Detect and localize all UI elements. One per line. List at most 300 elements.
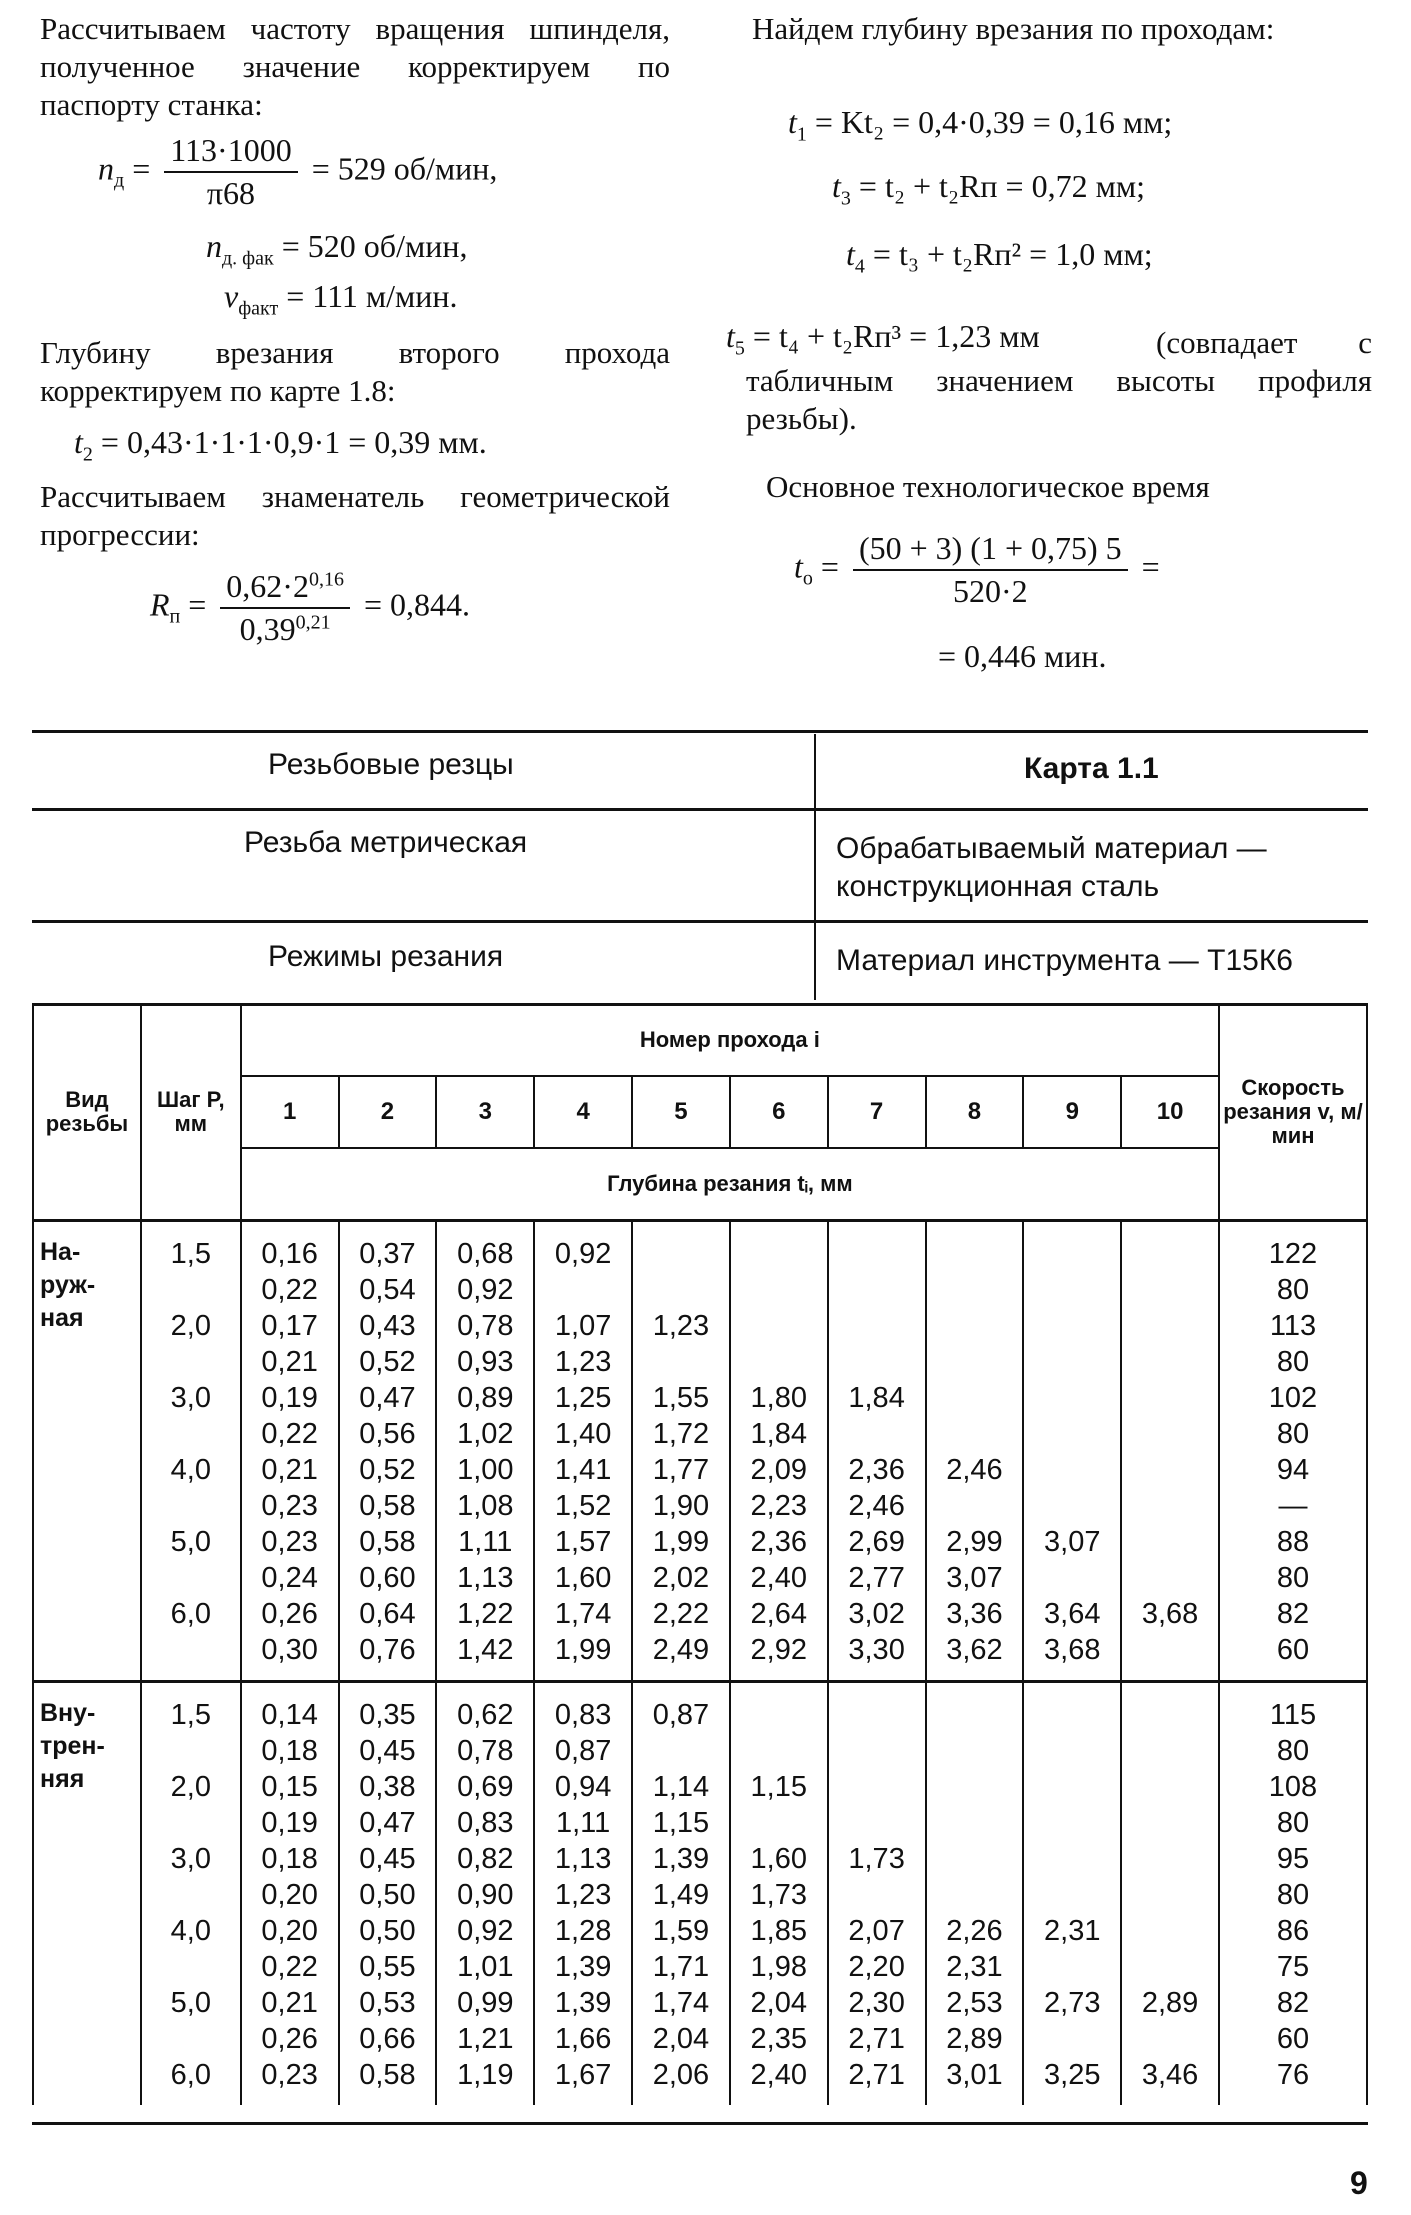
depth-value: 2,71 [848, 2059, 905, 2091]
depth-value: 0,38 [359, 1771, 416, 1803]
depth-value: 0,22 [261, 1274, 318, 1306]
cutting-modes: Режимы резания [268, 940, 504, 973]
depth-value: 1,49 [652, 1879, 710, 1911]
depth-value: 0,20 [261, 1879, 318, 1911]
card-title: Резьбовые резцы [268, 748, 514, 781]
speed-value: 80 [1276, 1879, 1310, 1911]
pitch-value: 1,5 [170, 1238, 211, 1270]
depth-value: 1,40 [554, 1418, 612, 1450]
pitch-value [142, 1488, 240, 1524]
depth-value: 0,99 [457, 1987, 514, 2019]
depth-value: 0,89 [457, 1382, 514, 1414]
th-pass-10: 10 [1121, 1076, 1219, 1148]
formula-n: $n_д$ = $\frac{113\cdot 1000}{\pi 68}$ = 529 об/мин, [98, 132, 498, 211]
depth-value [1122, 1524, 1218, 1560]
formula-to-result: = 0,446 мин. [938, 638, 1107, 674]
depth-value: 0,60 [359, 1562, 416, 1594]
depth-value: 1,99 [652, 1526, 710, 1558]
depth-value: 0,50 [359, 1879, 416, 1911]
depth-value: 1,57 [554, 1526, 612, 1558]
depth-value [1122, 1949, 1218, 1985]
depth-value: 0,87 [652, 1699, 710, 1731]
depth-column-8 [926, 1221, 1024, 1682]
depth-value: 0,50 [359, 1915, 416, 1947]
depth-value: 2,40 [750, 2059, 807, 2091]
depth-value: 3,02 [848, 1598, 905, 1630]
depth-value: 0,19 [261, 1382, 318, 1414]
speed-value: 108 [1268, 1771, 1318, 1803]
pitch-cell [141, 1221, 241, 1682]
depth-value: 0,47 [359, 1807, 416, 1839]
depth-value: 1,84 [848, 1382, 905, 1414]
depth-value: 0,58 [359, 1526, 416, 1558]
depth-value [1024, 1344, 1120, 1380]
pitch-value [142, 1632, 240, 1668]
depth-value: 2,99 [946, 1526, 1003, 1558]
depth-value: 2,53 [946, 1987, 1003, 2019]
depth-value [731, 1733, 827, 1769]
depth-value [927, 1488, 1023, 1524]
depth-value [731, 1805, 827, 1841]
depth-value [927, 1769, 1023, 1805]
depth-column-7 [828, 1221, 926, 1682]
depth-value [1122, 1841, 1218, 1877]
depth-value [927, 1805, 1023, 1841]
depth-value: 0,45 [359, 1735, 416, 1767]
formula-r: $R_п$ = $\frac{0,62\cdot 2^{0,16}}{0,39^{0,21}}$ = 0,844. [150, 568, 470, 647]
depth-value: 3,36 [946, 1598, 1003, 1630]
depth-value: 0,26 [261, 1598, 318, 1630]
pitch-value [142, 1560, 240, 1596]
pitch-value: 2,0 [170, 1310, 211, 1342]
table-row-group [33, 1221, 1367, 1682]
depth-value: 0,93 [457, 1346, 514, 1378]
depth-column-10 [1121, 1682, 1219, 2106]
depth-column-2 [339, 1682, 437, 2106]
tool-material: Материал инструмента — Т15К6 [836, 944, 1293, 977]
depth-value [731, 1697, 827, 1733]
depth-value: 1,60 [554, 1562, 612, 1594]
depth-value: 0,78 [457, 1735, 514, 1767]
depth-value: 1,66 [554, 2023, 612, 2055]
depth-value: 0,83 [457, 1807, 514, 1839]
depth-value: 2,73 [1044, 1987, 1101, 2019]
depth-value: 0,92 [457, 1915, 514, 1947]
depth-value: 1,39 [554, 1987, 612, 2019]
pitch-value [142, 2021, 240, 2057]
depth-value: 1,23 [554, 1879, 612, 1911]
depth-value: 0,90 [457, 1879, 514, 1911]
depth-value: 0,69 [457, 1771, 514, 1803]
depth-value: 2,89 [1141, 1987, 1199, 2019]
depth-value [1024, 1308, 1120, 1344]
depth-value [731, 1344, 827, 1380]
th-pass-2: 2 [339, 1076, 437, 1148]
depth-value [1024, 1769, 1120, 1805]
depth-value: 1,25 [554, 1382, 612, 1414]
depth-value [1122, 1344, 1218, 1380]
depth-value: 0,18 [261, 1843, 318, 1875]
depth-value [829, 1733, 925, 1769]
th-pass-9: 9 [1023, 1076, 1121, 1148]
depth-value: 3,07 [946, 1562, 1003, 1594]
depth-value [927, 1236, 1023, 1272]
depth-value: 0,16 [261, 1238, 318, 1270]
depth-value: 2,40 [750, 1562, 807, 1594]
speed-value: 80 [1276, 1735, 1310, 1767]
depth-value [927, 1733, 1023, 1769]
depth-value: 2,64 [750, 1598, 807, 1630]
depth-value: 1,74 [652, 1987, 710, 2019]
depth-value: 0,23 [261, 1490, 318, 1522]
depth-value: 1,72 [652, 1418, 710, 1450]
right-para-2: Основное технологическое время [766, 469, 1210, 504]
speed-value: 80 [1276, 1807, 1310, 1839]
th-depth-group: Глубина резания tᵢ, мм [241, 1148, 1219, 1221]
depth-value: 0,64 [359, 1598, 416, 1630]
depth-value: 0,56 [359, 1418, 416, 1450]
depth-value: 1,41 [554, 1454, 612, 1486]
speed-value: 76 [1276, 2059, 1310, 2091]
thread-type: Резьба метрическая [244, 826, 528, 859]
formula-to: $t_о$ = $\frac{(50 + 3) (1 + 0,75) 5}{520\cdot 2}$ = [794, 530, 1160, 609]
left-para-2: Глубину врезания второго прохода корректируем по карте 1.8: [40, 335, 670, 408]
speed-value: 88 [1276, 1526, 1310, 1558]
depth-value [1122, 1913, 1218, 1949]
speed-value: 95 [1276, 1843, 1310, 1875]
depth-value: 0,24 [261, 1562, 318, 1594]
depth-value: 2,23 [750, 1490, 807, 1522]
th-pass-group: Номер прохода i [241, 1004, 1219, 1076]
depth-value: 0,47 [359, 1382, 416, 1414]
depth-value: 1,74 [554, 1598, 612, 1630]
depth-value: 0,83 [554, 1699, 612, 1731]
formula-t1: $t_1 = Kt_2 = 0,4\cdot 0,39 = 0,16$ мм; [788, 104, 1173, 146]
pitch-value [142, 1344, 240, 1380]
formula-v: $v_{факт} = 111$ м/мин. [224, 278, 458, 320]
page-number: 9 [1350, 2165, 1368, 2201]
depth-value: 0,82 [457, 1843, 514, 1875]
thread-type-line: руж- [40, 1271, 96, 1299]
depth-value: 1,98 [750, 1951, 807, 1983]
depth-value: 1,19 [457, 2059, 514, 2091]
depth-value [1024, 1452, 1120, 1488]
depth-value [1024, 1805, 1120, 1841]
depth-value: 1,11 [555, 1807, 611, 1839]
th-pitch: Шаг P, мм [141, 1004, 241, 1221]
speed-value: 60 [1276, 1634, 1310, 1666]
depth-value: 1,08 [457, 1490, 514, 1522]
depth-value: 1,22 [457, 1598, 514, 1630]
work-material-line1: Обрабатываемый материал — [836, 832, 1267, 865]
depth-value: 1,02 [457, 1418, 514, 1450]
depth-value: 0,17 [261, 1310, 318, 1342]
pitch-value: 4,0 [170, 1915, 211, 1947]
depth-value [1122, 1488, 1218, 1524]
depth-value: 1,15 [652, 1807, 710, 1839]
depth-value: 0,53 [359, 1987, 416, 2019]
depth-value [1122, 1236, 1218, 1272]
depth-value [1024, 1697, 1120, 1733]
depth-value [1024, 2021, 1120, 2057]
depth-value: 2,02 [652, 1562, 710, 1594]
th-pass-3: 3 [436, 1076, 534, 1148]
formula-t4: $t_4 = t_3 + t_2Rп^2 = 1,0$ мм; [846, 236, 1153, 278]
depth-value: 1,84 [750, 1418, 807, 1450]
depth-column-6 [730, 1221, 828, 1682]
depth-value: 0,94 [554, 1771, 612, 1803]
depth-value: 0,55 [359, 1951, 416, 1983]
pitch-value [142, 1416, 240, 1452]
depth-value [1024, 1560, 1120, 1596]
pitch-value: 2,0 [170, 1771, 211, 1803]
th-pass-5: 5 [632, 1076, 730, 1148]
depth-value: 1,11 [458, 1526, 513, 1558]
speed-value: 80 [1276, 1274, 1310, 1306]
right-para-1: Найдем глубину врезания по проходам: [752, 11, 1275, 46]
depth-value: 0,21 [261, 1454, 318, 1486]
depth-value: 2,46 [946, 1454, 1003, 1486]
depth-value: 2,89 [946, 2023, 1003, 2055]
card-number: Карта 1.1 [1024, 752, 1159, 785]
formula-t2: $t_2 = 0,43\cdot 1\cdot 1\cdot 1\cdot 0,9\cdot 1 = 0,39$ мм. [74, 424, 487, 466]
depth-column-9 [1023, 1221, 1121, 1682]
depth-value: 2,04 [652, 2023, 710, 2055]
depth-value [829, 1877, 925, 1913]
depth-column-9 [1023, 1682, 1121, 2106]
depth-value: 2,31 [1044, 1915, 1101, 1947]
depth-value [1024, 1733, 1120, 1769]
speed-value: 113 [1269, 1310, 1317, 1342]
depth-value: 1,15 [750, 1771, 807, 1803]
depth-value: 1,07 [554, 1310, 612, 1342]
depth-value: 3,68 [1141, 1598, 1199, 1630]
pitch-value: 1,5 [170, 1699, 211, 1731]
depth-value [829, 1697, 925, 1733]
pitch-value: 4,0 [170, 1454, 211, 1486]
speed-value: 86 [1276, 1915, 1310, 1947]
pitch-value [142, 1805, 240, 1841]
pitch-value [142, 1949, 240, 1985]
depth-value: 2,26 [946, 1915, 1003, 1947]
depth-value: 2,77 [848, 1562, 905, 1594]
depth-value: 1,55 [652, 1382, 710, 1414]
speed-value: 122 [1268, 1238, 1318, 1270]
depth-column-1 [241, 1221, 339, 1682]
depth-value: 0,23 [261, 1526, 318, 1558]
thread-type-cell [33, 1682, 141, 2106]
formula-t3: $t_3 = t_2 + t_2Rп = 0,72$ мм; [832, 168, 1145, 210]
speed-value: 80 [1276, 1418, 1310, 1450]
depth-value [1122, 1805, 1218, 1841]
pitch-value [142, 1272, 240, 1308]
depth-value: 2,30 [848, 1987, 905, 2019]
depth-value: 3,01 [946, 2059, 1003, 2091]
depth-value [633, 1344, 729, 1380]
th-pass-1: 1 [241, 1076, 339, 1148]
depth-value: 1,13 [554, 1843, 612, 1875]
depth-value [927, 1380, 1023, 1416]
depth-value [1122, 1632, 1218, 1668]
depth-value: 0,21 [261, 1346, 318, 1378]
cutting-table [32, 1003, 1368, 2105]
depth-value: 2,04 [750, 1987, 807, 2019]
pitch-value: 6,0 [170, 2059, 211, 2091]
depth-value: 3,30 [848, 1634, 905, 1666]
depth-value: 1,73 [848, 1843, 905, 1875]
depth-column-3 [436, 1221, 534, 1682]
depth-value [927, 1308, 1023, 1344]
depth-value [927, 1697, 1023, 1733]
depth-value: 0,21 [261, 1987, 318, 2019]
depth-value: 1,28 [554, 1915, 612, 1947]
depth-column-5 [632, 1221, 730, 1682]
depth-value: 1,14 [652, 1771, 710, 1803]
pitch-value: 6,0 [170, 1598, 211, 1630]
depth-value [927, 1841, 1023, 1877]
depth-value: 0,30 [261, 1634, 318, 1666]
depth-value: 0,37 [359, 1238, 416, 1270]
depth-value [1122, 1769, 1218, 1805]
work-material-line2: конструкционная сталь [836, 870, 1160, 903]
depth-value: 0,45 [359, 1843, 416, 1875]
depth-value [1122, 2021, 1218, 2057]
depth-value: 1,59 [652, 1915, 710, 1947]
depth-value: 1,23 [652, 1310, 710, 1342]
speed-value: 75 [1276, 1951, 1310, 1983]
formula-t5: $t_5 = t_4 + t_2Rп^3 = 1,23$ мм [726, 318, 1040, 360]
depth-value: 2,09 [750, 1454, 807, 1486]
depth-value: 2,92 [750, 1634, 807, 1666]
depth-value: 2,06 [652, 2059, 710, 2091]
depth-value [1024, 1380, 1120, 1416]
header-divider [814, 734, 816, 1000]
depth-value: 0,35 [359, 1699, 416, 1731]
depth-value [1122, 1877, 1218, 1913]
depth-value: 1,13 [457, 1562, 514, 1594]
depth-value [829, 1272, 925, 1308]
depth-value: 3,46 [1141, 2059, 1199, 2091]
table-row-group [33, 1682, 1367, 2106]
depth-value: 0,43 [359, 1310, 416, 1342]
thread-type-cell [33, 1221, 141, 1682]
speed-value: 102 [1268, 1382, 1318, 1414]
depth-column-4 [534, 1221, 632, 1682]
depth-value [1024, 1236, 1120, 1272]
depth-value [829, 1308, 925, 1344]
depth-value [731, 1272, 827, 1308]
depth-value [1122, 1272, 1218, 1308]
depth-value [829, 1769, 925, 1805]
th-pass-8: 8 [926, 1076, 1024, 1148]
depth-column-2 [339, 1221, 437, 1682]
depth-value: 1,99 [554, 1634, 612, 1666]
depth-value [1122, 1452, 1218, 1488]
th-speed: Скорость резания v, м/мин [1219, 1004, 1367, 1221]
depth-value: 2,69 [848, 1526, 905, 1558]
depth-value: 0,92 [457, 1274, 514, 1306]
depth-value [829, 1805, 925, 1841]
depth-value: 0,14 [261, 1699, 318, 1731]
depth-value: 3,64 [1044, 1598, 1101, 1630]
depth-value [829, 1344, 925, 1380]
depth-value: 1,77 [652, 1454, 710, 1486]
depth-value: 2,71 [848, 2023, 905, 2055]
depth-value [829, 1416, 925, 1452]
pitch-value: 3,0 [170, 1382, 211, 1414]
depth-value [927, 1272, 1023, 1308]
th-pass-4: 4 [534, 1076, 632, 1148]
speed-value: 82 [1276, 1598, 1310, 1630]
depth-value: 1,39 [554, 1951, 612, 1983]
depth-value: 0,87 [554, 1735, 612, 1767]
depth-value: 1,71 [652, 1951, 710, 1983]
depth-value: 0,92 [554, 1238, 612, 1270]
depth-value [535, 1272, 631, 1308]
depth-column-1 [241, 1682, 339, 2106]
depth-value [1122, 1560, 1218, 1596]
depth-value [633, 1733, 729, 1769]
speed-value: 94 [1276, 1454, 1310, 1486]
depth-column-3 [436, 1682, 534, 2106]
depth-column-10 [1121, 1221, 1219, 1682]
header-rule-1 [32, 730, 1368, 733]
pitch-value: 5,0 [170, 1987, 211, 2019]
pitch-value [142, 1733, 240, 1769]
depth-value: 1,73 [750, 1879, 807, 1911]
left-para-3: Рассчитываем знаменатель геометрической прогрессии: [40, 479, 670, 552]
depth-value: 0,68 [457, 1238, 514, 1270]
depth-value [927, 1344, 1023, 1380]
depth-value: 0,22 [261, 1418, 318, 1450]
depth-value: 0,15 [261, 1771, 318, 1803]
depth-value: 2,07 [848, 1915, 905, 1947]
depth-column-7 [828, 1682, 926, 2106]
depth-value [1024, 1272, 1120, 1308]
depth-value: 3,62 [946, 1634, 1003, 1666]
thread-type-line: няя [40, 1765, 85, 1793]
left-para-1: Рассчитываем частоту вращения шпинделя, полученное значение корректируем по паспорту станка: [40, 11, 670, 122]
depth-value: 0,52 [359, 1346, 416, 1378]
depth-value: 2,49 [652, 1634, 710, 1666]
formula-n-fak: $n_{д. фак} = 520$ об/мин, [206, 228, 468, 270]
depth-value [633, 1236, 729, 1272]
table-bottom-rule [32, 2122, 1368, 2125]
thread-type-line: На- [40, 1238, 81, 1266]
depth-value: 1,90 [652, 1490, 710, 1522]
pitch-value [142, 1877, 240, 1913]
depth-value [633, 1272, 729, 1308]
speed-value: 60 [1276, 2023, 1310, 2055]
depth-value: 0,54 [359, 1274, 416, 1306]
depth-value: 1,01 [457, 1951, 514, 1983]
formula-t5-note: (совпадает с табличным значением высоты профиля резьбы). [746, 325, 1372, 436]
depth-column-4 [534, 1682, 632, 2106]
depth-value: 2,46 [848, 1490, 905, 1522]
th-thread-type: Вид резьбы [33, 1004, 141, 1221]
depth-value: 1,21 [457, 2023, 514, 2055]
depth-value: 1,39 [652, 1843, 710, 1875]
depth-value: 1,00 [457, 1454, 514, 1486]
depth-value [1122, 1697, 1218, 1733]
depth-value: 1,52 [554, 1490, 612, 1522]
depth-value: 0,20 [261, 1915, 318, 1947]
depth-value: 0,52 [359, 1454, 416, 1486]
depth-value: 0,58 [359, 2059, 416, 2091]
speed-value: 80 [1276, 1346, 1310, 1378]
th-pass-7: 7 [828, 1076, 926, 1148]
depth-value: 3,25 [1044, 2059, 1101, 2091]
